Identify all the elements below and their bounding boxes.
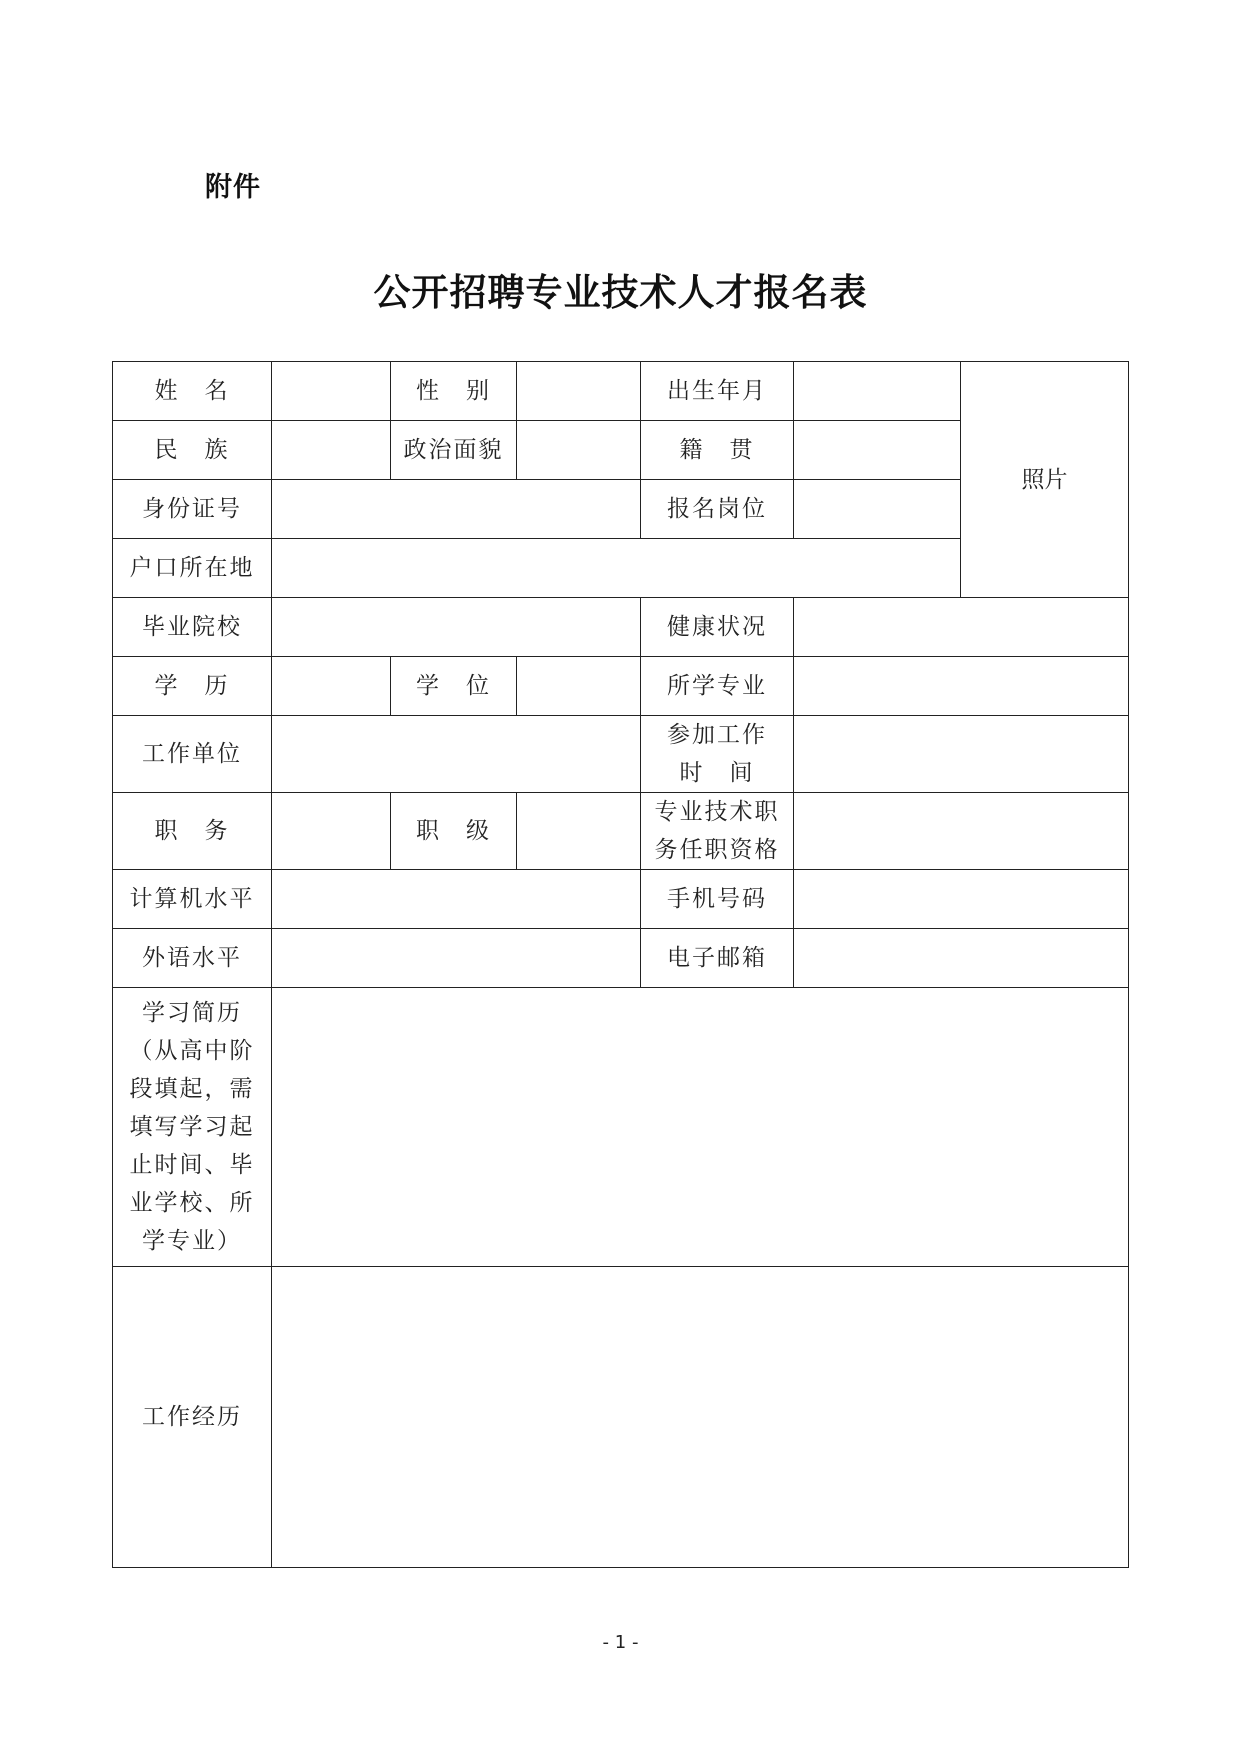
health-field[interactable] — [794, 598, 1129, 657]
political-status-field[interactable] — [517, 421, 641, 480]
education-field[interactable] — [272, 657, 391, 716]
political-status-label: 政治面貌 — [391, 421, 517, 480]
school-field[interactable] — [272, 598, 641, 657]
major-field[interactable] — [794, 657, 1129, 716]
page-number: - 1 - — [602, 1632, 639, 1653]
computer-level-field[interactable] — [272, 870, 641, 929]
native-place-field[interactable] — [794, 421, 961, 480]
table-row — [113, 362, 1129, 421]
gender-label: 性 别 — [391, 362, 517, 421]
tech-qualification-field[interactable] — [794, 793, 1129, 870]
study-history-field[interactable] — [272, 988, 1129, 1267]
job-title-label: 职 务 — [113, 793, 272, 870]
major-label: 所学专业 — [641, 657, 794, 716]
id-number-field[interactable] — [272, 480, 641, 539]
registration-form-table — [112, 361, 1129, 1568]
table-row — [113, 598, 1129, 657]
degree-label: 学 位 — [391, 657, 517, 716]
job-title-field[interactable] — [272, 793, 391, 870]
birth-label: 出生年月 — [641, 362, 794, 421]
gender-field[interactable] — [517, 362, 641, 421]
employer-label: 工作单位 — [113, 716, 272, 793]
id-number-label: 身份证号 — [113, 480, 272, 539]
language-level-field[interactable] — [272, 929, 641, 988]
degree-field[interactable] — [517, 657, 641, 716]
ethnicity-field[interactable] — [272, 421, 391, 480]
work-history-label: 工作经历 — [113, 1267, 272, 1568]
ethnicity-label: 民 族 — [113, 421, 272, 480]
health-label: 健康状况 — [641, 598, 794, 657]
study-history-label: 学习简历 （从高中阶 段填起，需 填写学习起 止时间、毕 业学校、所 学专业） — [113, 988, 272, 1267]
phone-label: 手机号码 — [641, 870, 794, 929]
school-label: 毕业院校 — [113, 598, 272, 657]
attachment-label: 附件 — [205, 172, 261, 203]
work-history-field[interactable] — [272, 1267, 1129, 1568]
email-label: 电子邮箱 — [641, 929, 794, 988]
hukou-label: 户口所在地 — [113, 539, 272, 598]
table-row — [113, 1267, 1129, 1568]
table-row — [113, 870, 1129, 929]
position-field[interactable] — [794, 480, 961, 539]
tech-qualification-label: 专业技术职 务任职资格 — [641, 793, 794, 870]
job-level-label: 职 级 — [391, 793, 517, 870]
hukou-field[interactable] — [272, 539, 961, 598]
birth-field[interactable] — [794, 362, 961, 421]
work-start-field[interactable] — [794, 716, 1129, 793]
table-row — [113, 929, 1129, 988]
name-label: 姓 名 — [113, 362, 272, 421]
job-level-field[interactable] — [517, 793, 641, 870]
native-place-label: 籍 贯 — [641, 421, 794, 480]
page-title: 公开招聘专业技术人才报名表 — [373, 270, 868, 314]
name-field[interactable] — [272, 362, 391, 421]
table-row — [113, 716, 1129, 793]
language-level-label: 外语水平 — [113, 929, 272, 988]
table-row — [113, 988, 1129, 1267]
work-start-label: 参加工作 时 间 — [641, 716, 794, 793]
computer-level-label: 计算机水平 — [113, 870, 272, 929]
phone-field[interactable] — [794, 870, 1129, 929]
education-label: 学 历 — [113, 657, 272, 716]
table-row — [113, 657, 1129, 716]
email-field[interactable] — [794, 929, 1129, 988]
position-label: 报名岗位 — [641, 480, 794, 539]
table-row — [113, 793, 1129, 870]
employer-field[interactable] — [272, 716, 641, 793]
photo-box[interactable]: 照片 — [961, 362, 1129, 598]
